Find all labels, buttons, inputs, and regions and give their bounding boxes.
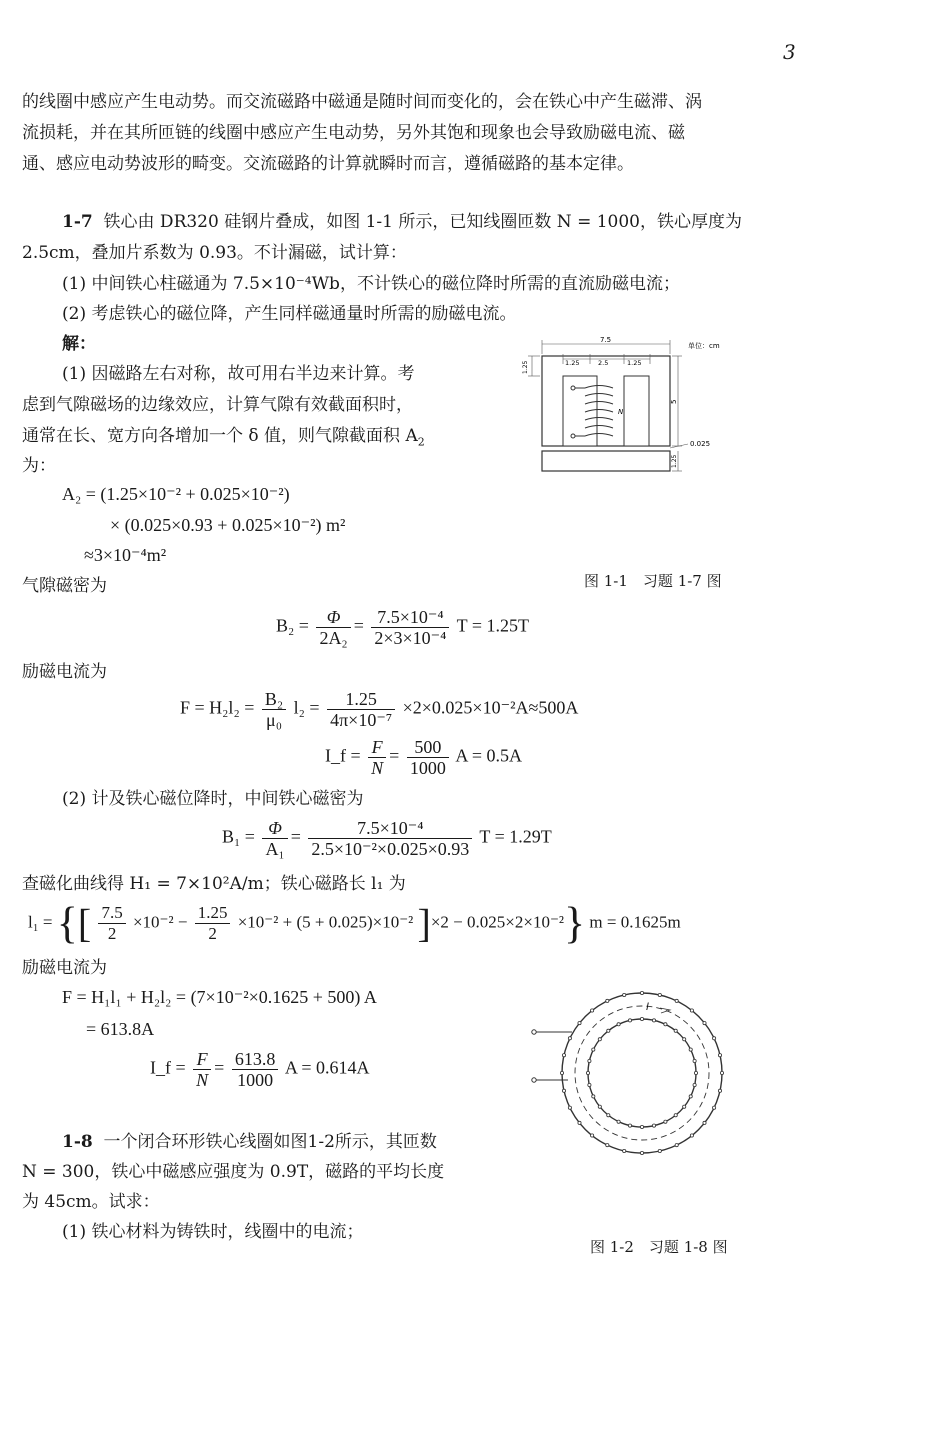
figure-1-2-caption: 图 1-2 习题 1-8 图 [590, 1238, 728, 1256]
winding-turn [640, 1017, 643, 1020]
gap-density-label: 气隙磁密为 [22, 576, 107, 596]
dim-total-width: 7.5 [600, 336, 612, 344]
l1-right-bracket: ] [417, 900, 431, 946]
l1-tail: m = 0.1625m [589, 912, 681, 932]
if2-equation: I_f = $\frac{F}{N}$ = $\frac{613.8}{1000}$ A = 0.614A [150, 1049, 370, 1090]
f2-equation-line-1: F = H₁l₁ + H₂l₂ = (7×10⁻²×0.1625 + 500) A [62, 987, 377, 1007]
winding-turn [578, 1121, 581, 1124]
l1-right-brace: } [564, 898, 586, 948]
if1-num-2: 500 [407, 737, 449, 758]
winding-turn [675, 1144, 678, 1147]
problem-number-1-7: 1-7 [62, 212, 93, 232]
winding-turn [598, 1105, 601, 1108]
problem-1-7-line-2: 2.5cm，叠加片系数为 0.93。不计漏磁，试计算： [22, 243, 407, 263]
winding-turn [713, 1037, 716, 1040]
b2-num-2: 7.5×10⁻⁴ [371, 607, 449, 628]
if1-tail: A = 0.5A [455, 745, 522, 766]
intro-line-3: 通、感应电动势波形的畸变。交流磁路的计算就瞬时而言，遵循磁路的基本定律。 [22, 154, 634, 174]
winding-turn [591, 1134, 594, 1137]
f-tail: ×2×0.025×10⁻²A≈500A [402, 697, 579, 718]
if1-lhs: I_f = [325, 745, 361, 766]
l1-den-2: 2 [208, 924, 217, 943]
problem-1-8-line-2: N = 300，铁心中磁感应强度为 0.9T，磁路的平均长度 [22, 1162, 445, 1182]
winding-turn [562, 1054, 565, 1057]
winding-turn [607, 1114, 610, 1117]
l1-equation [28, 898, 681, 948]
winding-turn [617, 1120, 620, 1123]
f-mid: l₂ = [293, 697, 320, 718]
winding-turn [628, 1019, 631, 1022]
l1-left-bracket: [ [77, 900, 92, 946]
winding-turn [703, 1022, 706, 1025]
winding-turn [586, 1071, 589, 1074]
b2-fraction-1 [316, 607, 350, 648]
winding-turn [694, 1071, 697, 1074]
problem-1-8-line-3: 为 45cm。试求： [22, 1192, 160, 1212]
winding-turn [640, 1125, 643, 1128]
winding-turn [658, 1149, 661, 1152]
winding-turn [664, 1120, 667, 1123]
page-number: 3 [783, 40, 796, 64]
problem-1-7-line-1 [62, 211, 742, 233]
winding-turn [718, 1089, 721, 1092]
winding-turn [683, 1105, 686, 1108]
question-2: (2) 考虑铁心的磁位降，产生同样磁通量时所需的励磁电流。 [62, 304, 517, 324]
l1-mid-1: ×10⁻² − [132, 912, 188, 932]
winding-turn [674, 1114, 677, 1117]
l1-mid-3: ×2 − 0.025×2×10⁻² [430, 912, 565, 932]
l1-num-2: 1.25 [195, 903, 231, 924]
exciting-current-label-1: 励磁电流为 [22, 662, 107, 682]
b2-num-1: Φ [316, 607, 350, 628]
winding-turn [690, 1134, 693, 1137]
figure-1-1-core-diagram [520, 334, 740, 479]
winding-turn [592, 1048, 595, 1051]
f-fraction-1 [262, 689, 286, 730]
winding-turn [562, 1089, 565, 1092]
problem-number-1-8: 1-8 [62, 1132, 93, 1152]
b2-equation: B₂ = $\frac{\Phi}{\text{2A₂}}$ = $\frac{\text{7.5×10⁻⁴}}{\text{2×3×10⁻⁴}}$ T = 1.25T [276, 607, 529, 648]
winding-turn [578, 1022, 581, 1025]
dim-height: 5 [670, 399, 678, 404]
l1-fraction-1 [98, 903, 125, 944]
winding-turn [628, 1124, 631, 1127]
if2-den-2: 1000 [237, 1070, 274, 1090]
b1-fraction-2 [308, 818, 472, 859]
if1-fraction-2 [407, 737, 449, 778]
winding-turn [598, 1038, 601, 1041]
unit-label: 单位：cm [688, 342, 720, 350]
winding-turn [623, 1149, 626, 1152]
if1-equation: I_f = $\frac{F}{N}$ = $\frac{500}{1000}$ A = 0.5A [325, 737, 522, 778]
if1-num-1: F [368, 737, 386, 758]
problem-1-7-text-1: 铁心由 DR320 硅钢片叠成，如图 1-1 所示，已知线圈匝数 N = 1000，铁心厚度为 [103, 212, 742, 232]
magnetization-curve-line: 查磁化曲线得 H₁ = 7×10²A/m；铁心磁路长 l₁ 为 [22, 874, 406, 894]
winding-turn [720, 1071, 723, 1074]
winding-turn [658, 993, 661, 996]
mean-path-label: l [646, 1002, 649, 1013]
winding-turn [693, 1083, 696, 1086]
problem-1-8-question-1: (1) 铁心材料为铸铁时，线圈中的电流； [62, 1222, 364, 1242]
winding-turn [568, 1106, 571, 1109]
winding-turn [652, 1124, 655, 1127]
b1-num-2: 7.5×10⁻⁴ [308, 818, 472, 839]
step1-line-3 [22, 425, 425, 453]
f-num-2: 1.25 [327, 689, 395, 710]
solution-label: 解： [62, 334, 96, 354]
b1-tail: T = 1.29T [479, 826, 552, 847]
winding-turn [718, 1054, 721, 1057]
winding-turn [560, 1071, 563, 1074]
winding-turn [703, 1121, 706, 1124]
winding-turn [568, 1037, 571, 1040]
intro-line-1: 的线圈中感应产生电动势。而交流磁路中磁通是随时间而变化的，会在铁心中产生磁滞、涡 [22, 92, 702, 112]
winding-turn [713, 1106, 716, 1109]
problem-1-8-text-1: 一个闭合环形铁心线圈如图1-2所示，其匝数 [103, 1132, 437, 1152]
l1-fraction-2 [195, 903, 231, 944]
l1-left-brace: { [56, 898, 78, 948]
l1-mid-2: ×10⁻² + (5 + 0.025)×10⁻² [237, 912, 414, 932]
a2-equation-line-2: × (0.025×0.93 + 0.025×10⁻²) m² [110, 515, 346, 535]
step1-line-3-text: 通常在长、宽方向各增加一个 δ 值，则气隙截面积 A [22, 426, 418, 446]
b1-equation: B₁ = $\frac{\Phi}{\text{A₁}}$ = $\frac{\text{7.5×10⁻⁴}}{\text{2.5×10⁻²×0.025×0.93}}$ T = 1.29T [222, 818, 552, 859]
winding-turn [588, 1083, 591, 1086]
step1-line-4: 为： [22, 456, 56, 476]
b2-den-2: 2×3×10⁻⁴ [374, 628, 447, 648]
a2-equation-line-1: A₂ = (1.25×10⁻² + 0.025×10⁻²) [62, 484, 290, 504]
coil-label: N [618, 408, 624, 416]
b1-lhs: B₁ = [222, 826, 255, 847]
winding-turn [606, 1144, 609, 1147]
step1-line-1: (1) 因磁路左右对称，故可用右半边来计算。考 [62, 364, 415, 384]
winding-turn [592, 1095, 595, 1098]
winding-turn [588, 1059, 591, 1062]
b2-fraction-2 [371, 607, 449, 648]
figure-1-1-caption: 图 1-1 习题 1-7 图 [584, 572, 722, 590]
step1-line-2: 虑到气隙磁场的边缘效应，计算气隙有效截面积时， [22, 395, 413, 415]
if2-fraction-2 [232, 1049, 279, 1090]
if2-fraction-1 [193, 1049, 211, 1090]
b1-fraction-1 [262, 818, 287, 859]
if2-num-1: F [193, 1049, 211, 1070]
winding-turn [675, 999, 678, 1002]
winding-turn [689, 1048, 692, 1051]
dim-right-1-25: 1.25 [627, 359, 642, 367]
area-subscript: 2 [417, 435, 425, 449]
problem-1-8-line-1 [62, 1131, 437, 1153]
winding-turn [607, 1029, 610, 1032]
winding-turn [623, 993, 626, 996]
winding-turn [591, 1009, 594, 1012]
exciting-current-label-2: 励磁电流为 [22, 958, 107, 978]
b1-den-1: A₁ [265, 839, 285, 859]
step2-line: (2) 计及铁心磁位降时，中间铁心磁密为 [62, 789, 364, 809]
b1-den-2: 2.5×10⁻²×0.025×0.93 [311, 839, 470, 859]
intro-line-2: 流损耗，并在其所匝链的线圈中感应产生电动势，另外其饱和现象也会导致励磁电流、磁 [22, 123, 685, 143]
f-num-1: B₂ [262, 689, 286, 710]
f2-equation-line-2: = 613.8A [86, 1019, 155, 1039]
dim-top-thickness: 1.25 [522, 360, 529, 374]
f-den-1: μ₀ [266, 710, 282, 730]
question-1: (1) 中间铁心柱磁通为 7.5×10⁻⁴Wb，不计铁心的磁位降时所需的直流励磁电流； [62, 274, 680, 294]
if1-den-1: N [371, 758, 384, 778]
f-equation [180, 689, 578, 730]
dim-bottom-thickness: 1.25 [671, 454, 678, 468]
winding-turn [652, 1019, 655, 1022]
b2-tail: T = 1.25T [456, 615, 529, 636]
l1-num-1: 7.5 [98, 903, 125, 924]
a2-equation-line-3: ≈3×10⁻⁴m² [84, 545, 167, 565]
b2-lhs: B₂ = [276, 615, 309, 636]
winding-turn [617, 1023, 620, 1026]
if2-lhs: I_f = [150, 1057, 186, 1078]
if1-fraction-1 [368, 737, 386, 778]
b2-den-1: 2A₂ [319, 628, 348, 648]
winding-turn [690, 1009, 693, 1012]
winding-turn [683, 1038, 686, 1041]
f-lhs: F = H₂l₂ = [180, 697, 255, 718]
if2-tail: A = 0.614A [284, 1057, 370, 1078]
b1-num-1: Φ [262, 818, 287, 839]
if2-num-2: 613.8 [232, 1049, 279, 1070]
dim-center-2-5: 2.5 [598, 359, 609, 367]
f-den-2: 4π×10⁻⁷ [330, 710, 393, 730]
winding-turn [664, 1023, 667, 1026]
winding-turn [640, 1151, 643, 1154]
winding-turn [606, 999, 609, 1002]
winding-turn [674, 1029, 677, 1032]
if1-den-2: 1000 [409, 758, 446, 778]
l1-lhs: l₁ = [28, 912, 53, 932]
dim-left-1-25: 1.25 [565, 359, 580, 367]
if2-den-1: N [196, 1070, 209, 1090]
f-fraction-2 [327, 689, 395, 730]
winding-turn [689, 1095, 692, 1098]
l1-den-1: 2 [107, 924, 117, 943]
dim-gap: 0.025 [690, 440, 711, 448]
winding-turn [640, 991, 643, 994]
winding-turn [693, 1059, 696, 1062]
figure-1-2-toroid-diagram [528, 980, 738, 1180]
